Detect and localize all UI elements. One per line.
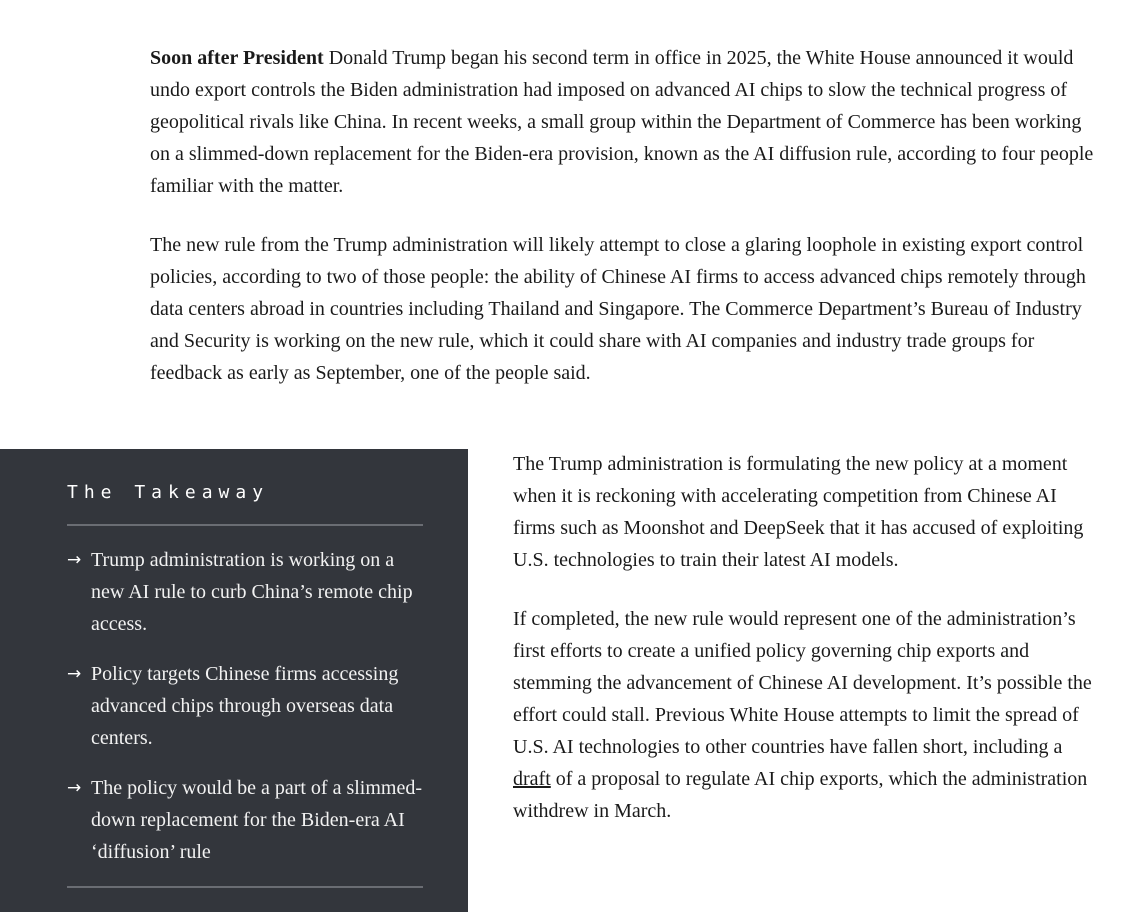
takeaway-item xyxy=(67,772,423,868)
article-paragraph-3: The Trump administration is formulating the new policy at a moment when it is reckoning with accelerating competition from Chinese AI firms such as Moonshot and DeepSeek that it has accused of exploiting U.S. technologies to train their latest AI models. xyxy=(513,453,1084,571)
takeaway-divider-bottom xyxy=(67,886,423,888)
paragraph-4-text-end: of a proposal to regulate AI chip exports, which the administration withdrew in March. xyxy=(513,768,1088,822)
takeaway-item-text: The policy would be a part of a slimmed-down replacement for the Biden-era AI ‘diffusion’ rule xyxy=(91,777,423,863)
takeaway-divider-top xyxy=(67,524,423,526)
takeaway-box xyxy=(0,449,468,912)
article-paragraph-1 xyxy=(150,42,1098,202)
article-body-right xyxy=(513,448,1103,854)
takeaway-list xyxy=(67,544,423,868)
takeaway-item xyxy=(67,658,423,754)
takeaway-item-text: Trump administration is working on a new AI rule to curb China’s remote chip access. xyxy=(91,549,413,635)
arrow-right-icon: → xyxy=(67,778,82,798)
takeaway-item xyxy=(67,544,423,640)
arrow-right-icon: → xyxy=(67,664,82,684)
article-body-top xyxy=(150,42,1098,416)
paragraph-lead-in: Soon after President xyxy=(150,47,324,69)
arrow-right-icon: → xyxy=(67,550,82,570)
draft-link[interactable]: draft xyxy=(513,768,551,790)
paragraph-1-text: Donald Trump began his second term in office in 2025, the White House announced it would undo export controls the Biden administration had imposed on advanced AI chips to slow the technical progress of geopolitical rivals like China. In recent weeks, a small group within the Department of Commerce has been working on a slimmed-down replacement for the Biden-era provision, known as the AI diffusion rule, according to four people familiar with the matter. xyxy=(150,47,1094,197)
paragraph-4-text-start: If completed, the new rule would represent one of the administration’s first efforts to create a unified policy governing chip exports and stemming the advancement of Chinese AI development. It’s possible the effort could stall. Previous White House attempts to limit the spread of U.S. AI technologies to other countries have fallen short, including a xyxy=(513,608,1092,758)
takeaway-title: The Takeaway xyxy=(67,482,270,503)
takeaway-item-text: Policy targets Chinese firms accessing advanced chips through overseas data centers. xyxy=(91,663,399,749)
article-paragraph-4 xyxy=(513,603,1103,827)
article-paragraph-2: The new rule from the Trump administration will likely attempt to close a glaring loophole in existing export control policies, according to two of those people: the ability of Chinese AI firms to access advanced chips remotely through data centers abroad in countries including Thailand and Singapore. The Commerce Department’s Bureau of Industry and Security is working on the new rule, which it could share with AI companies and industry trade groups for feedback as early as September, one of the people said. xyxy=(150,234,1086,384)
